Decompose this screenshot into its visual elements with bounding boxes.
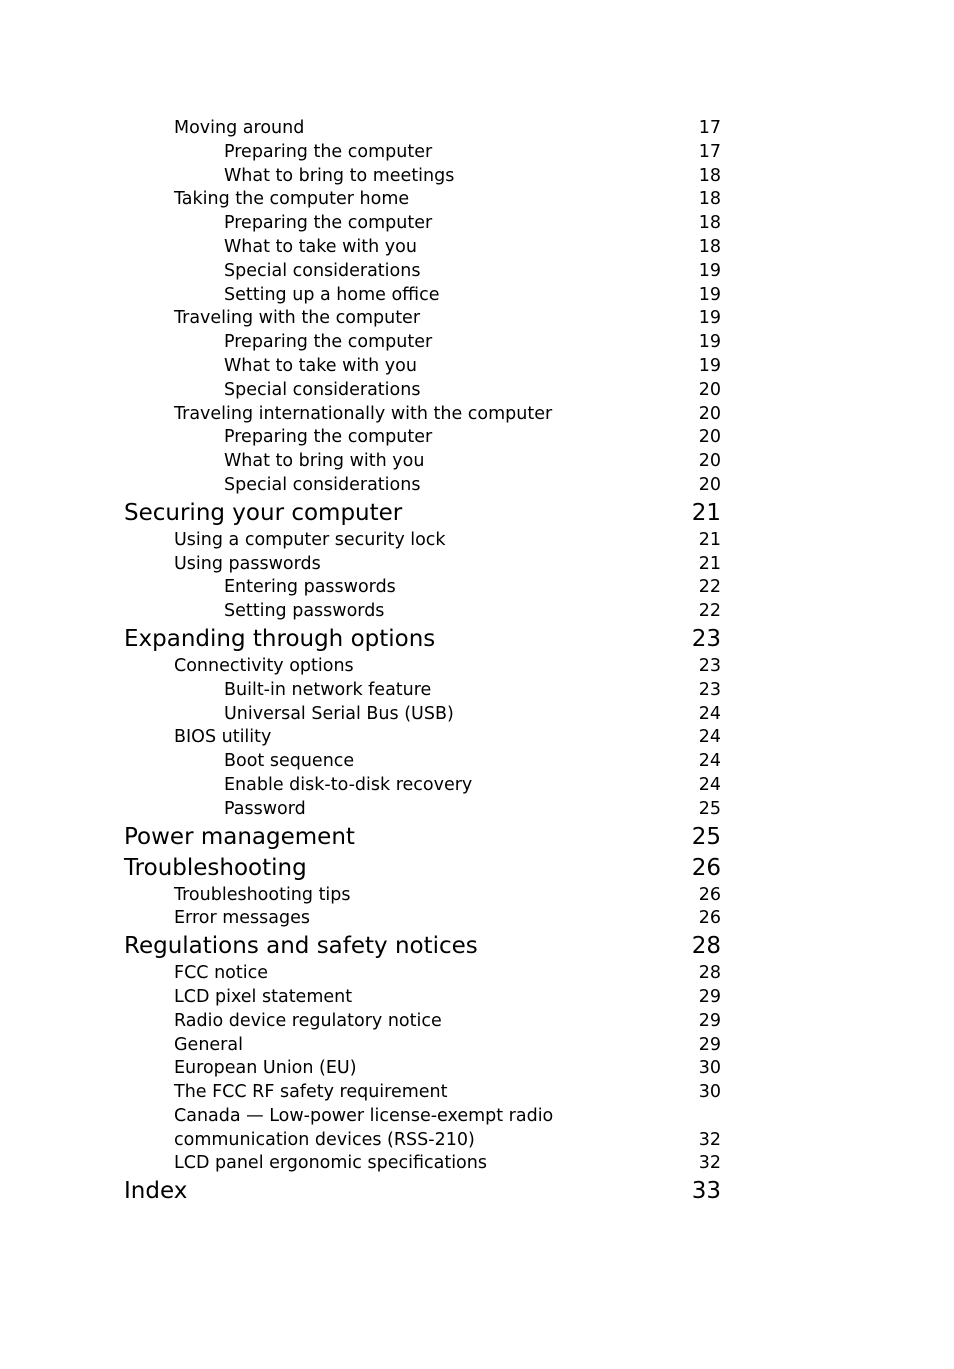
toc-entry-page-number: 24	[698, 751, 721, 772]
toc-entry[interactable]	[0, 884, 954, 908]
toc-entry[interactable]	[0, 236, 954, 260]
toc-entry-title: Error messages	[174, 908, 310, 929]
toc-entry-title: Securing your computer	[124, 499, 403, 526]
toc-entry-page-number: 20	[698, 451, 721, 472]
toc-entry-page-number: 17	[698, 141, 721, 162]
toc-entry-page-number: 18	[698, 189, 721, 210]
toc-entry-title: What to take with you	[224, 236, 417, 257]
toc-entry-title: Using passwords	[174, 553, 321, 574]
toc-entry-page-number: 24	[698, 774, 721, 795]
toc-entry-page-number: 29	[698, 1034, 721, 1055]
toc-entry-page-number: 26	[698, 884, 721, 905]
toc-entry-title: Using a computer security lock	[174, 529, 446, 550]
toc-entry[interactable]	[0, 355, 954, 379]
toc-entry-page-number: 26	[691, 854, 721, 881]
toc-entry[interactable]	[0, 1152, 954, 1176]
toc-entry[interactable]	[0, 962, 954, 986]
toc-entry-title: Canada — Low-power license-exempt radio	[174, 1105, 554, 1126]
toc-chapter-entry[interactable]	[0, 624, 954, 655]
toc-entry-page-number: 18	[698, 213, 721, 234]
toc-entry-title: Setting passwords	[224, 601, 385, 622]
toc-entry-page-number: 26	[698, 908, 721, 929]
toc-entry[interactable]	[0, 331, 954, 355]
toc-entry[interactable]	[0, 1129, 954, 1153]
toc-entry-title: What to take with you	[224, 355, 417, 376]
toc-entry-page-number: 19	[698, 308, 721, 329]
toc-entry-title: Traveling with the computer	[174, 308, 421, 329]
toc-entry-title: The FCC RF safety requirement	[174, 1082, 448, 1103]
toc-entry[interactable]	[0, 379, 954, 403]
toc-entry[interactable]	[0, 284, 954, 308]
toc-entry-page-number: 29	[698, 1010, 721, 1031]
toc-entry[interactable]	[0, 600, 954, 624]
toc-entry-title: Troubleshooting	[124, 854, 307, 881]
toc-entry[interactable]	[0, 907, 954, 931]
toc-entry-title: Special considerations	[224, 260, 421, 281]
toc-entry[interactable]	[0, 679, 954, 703]
toc-entry[interactable]	[0, 655, 954, 679]
toc-entry-title: Preparing the computer	[224, 213, 433, 234]
toc-entry-page-number: 28	[691, 933, 721, 960]
toc-entry-title: LCD panel ergonomic specifications	[174, 1153, 487, 1174]
toc-entry[interactable]	[0, 774, 954, 798]
toc-entry-page-number: 20	[698, 474, 721, 495]
toc-entry-page-number: 23	[698, 679, 721, 700]
toc-chapter-entry[interactable]	[0, 853, 954, 884]
toc-entry-title: Boot sequence	[224, 751, 355, 772]
toc-entry-title: FCC notice	[174, 963, 268, 984]
toc-entry-title: Connectivity options	[174, 655, 354, 676]
toc-entry-title: Special considerations	[224, 379, 421, 400]
toc-entry-title: Entering passwords	[224, 577, 396, 598]
toc-entry[interactable]	[0, 553, 954, 577]
toc-entry-page-number: 18	[698, 165, 721, 186]
toc-entry[interactable]	[0, 307, 954, 331]
toc-entry-title: Preparing the computer	[224, 332, 433, 353]
toc-entry-page-number: 33	[691, 1178, 721, 1205]
toc-entry-page-number: 20	[698, 403, 721, 424]
toc-entry-page-number: 30	[698, 1058, 721, 1079]
toc-entry-title: Expanding through options	[124, 625, 436, 652]
toc-entry[interactable]	[0, 260, 954, 284]
toc-entry-page-number: 25	[691, 823, 721, 850]
toc-entry-title: What to bring to meetings	[224, 165, 455, 186]
toc-entry-title: Preparing the computer	[224, 427, 433, 448]
table-of-contents	[0, 117, 954, 1207]
toc-entry[interactable]	[0, 450, 954, 474]
toc-entry-page-number: 30	[698, 1082, 721, 1103]
toc-entry-title: Regulations and safety notices	[124, 933, 478, 960]
toc-entry-page-number: 28	[698, 963, 721, 984]
toc-entry[interactable]	[0, 141, 954, 165]
toc-entry-page-number: 32	[698, 1153, 721, 1174]
toc-entry[interactable]	[0, 188, 954, 212]
toc-entry-title: Traveling internationally with the computer	[174, 403, 553, 424]
toc-entry-title: Setting up a home office	[224, 284, 440, 305]
toc-entry-title: Index	[124, 1178, 188, 1205]
toc-entry-title: BIOS utility	[174, 727, 272, 748]
toc-entry-title: LCD pixel statement	[174, 986, 353, 1007]
toc-entry-page-number: 19	[698, 332, 721, 353]
toc-entry-page-number: 32	[698, 1129, 721, 1150]
toc-entry-title: What to bring with you	[224, 451, 425, 472]
toc-entry[interactable]	[0, 576, 954, 600]
toc-entry-title: Troubleshooting tips	[174, 884, 351, 905]
toc-entry-title: Enable disk-to-disk recovery	[224, 774, 473, 795]
toc-entry-page-number: 21	[698, 553, 721, 574]
toc-entry-page-number: 17	[698, 118, 721, 138]
toc-entry[interactable]	[0, 703, 954, 727]
toc-entry-page-number: 24	[698, 727, 721, 748]
toc-entry-title: European Union (EU)	[174, 1058, 357, 1079]
toc-chapter-entry[interactable]	[0, 931, 954, 962]
toc-entry[interactable]	[0, 986, 954, 1010]
toc-entry-page-number: 21	[698, 529, 721, 550]
toc-entry[interactable]	[0, 798, 954, 822]
toc-entry-title: communication devices (RSS-210)	[174, 1129, 475, 1150]
toc-entry[interactable]	[0, 529, 954, 553]
toc-chapter-entry[interactable]	[0, 822, 954, 853]
toc-entry-title: Preparing the computer	[224, 141, 433, 162]
toc-entry[interactable]	[0, 1105, 954, 1129]
toc-entry-page-number: 25	[698, 798, 721, 819]
toc-entry-title: Built-in network feature	[224, 679, 432, 700]
toc-entry-page-number: 29	[698, 986, 721, 1007]
toc-entry-title: Moving around	[174, 118, 305, 138]
toc-entry-title: Power management	[124, 823, 355, 850]
toc-entry-page-number: 23	[698, 655, 721, 676]
toc-entry[interactable]	[0, 403, 954, 427]
toc-entry[interactable]	[0, 426, 954, 450]
toc-entry-title: Taking the computer home	[174, 189, 410, 210]
toc-entry-title: General	[174, 1034, 243, 1055]
toc-entry[interactable]	[0, 1010, 954, 1034]
toc-entry-page-number: 19	[698, 284, 721, 305]
toc-entry[interactable]	[0, 165, 954, 189]
toc-entry[interactable]	[0, 474, 954, 498]
toc-entry-page-number: 22	[698, 577, 721, 598]
toc-chapter-entry[interactable]	[0, 1176, 954, 1207]
toc-entry-title: Special considerations	[224, 474, 421, 495]
toc-entry[interactable]	[0, 1057, 954, 1081]
toc-entry-page-number: 19	[698, 355, 721, 376]
toc-entry-page-number: 20	[698, 379, 721, 400]
toc-entry-title: Universal Serial Bus (USB)	[224, 703, 454, 724]
toc-entry-page-number: 18	[698, 236, 721, 257]
toc-entry[interactable]	[0, 1034, 954, 1058]
toc-chapter-entry[interactable]	[0, 498, 954, 529]
toc-entry[interactable]	[0, 750, 954, 774]
toc-entry[interactable]	[0, 212, 954, 236]
toc-entry-title: Password	[224, 798, 306, 819]
toc-entry[interactable]	[0, 117, 954, 141]
toc-entry-page-number: 21	[691, 499, 721, 526]
toc-entry-title: Radio device regulatory notice	[174, 1010, 442, 1031]
toc-entry-page-number: 19	[698, 260, 721, 281]
toc-entry-page-number: 22	[698, 601, 721, 622]
toc-entry[interactable]	[0, 1081, 954, 1105]
toc-entry[interactable]	[0, 726, 954, 750]
toc-entry-page-number: 24	[698, 703, 721, 724]
toc-entry-page-number: 20	[698, 427, 721, 448]
toc-entry-page-number: 23	[691, 625, 721, 652]
